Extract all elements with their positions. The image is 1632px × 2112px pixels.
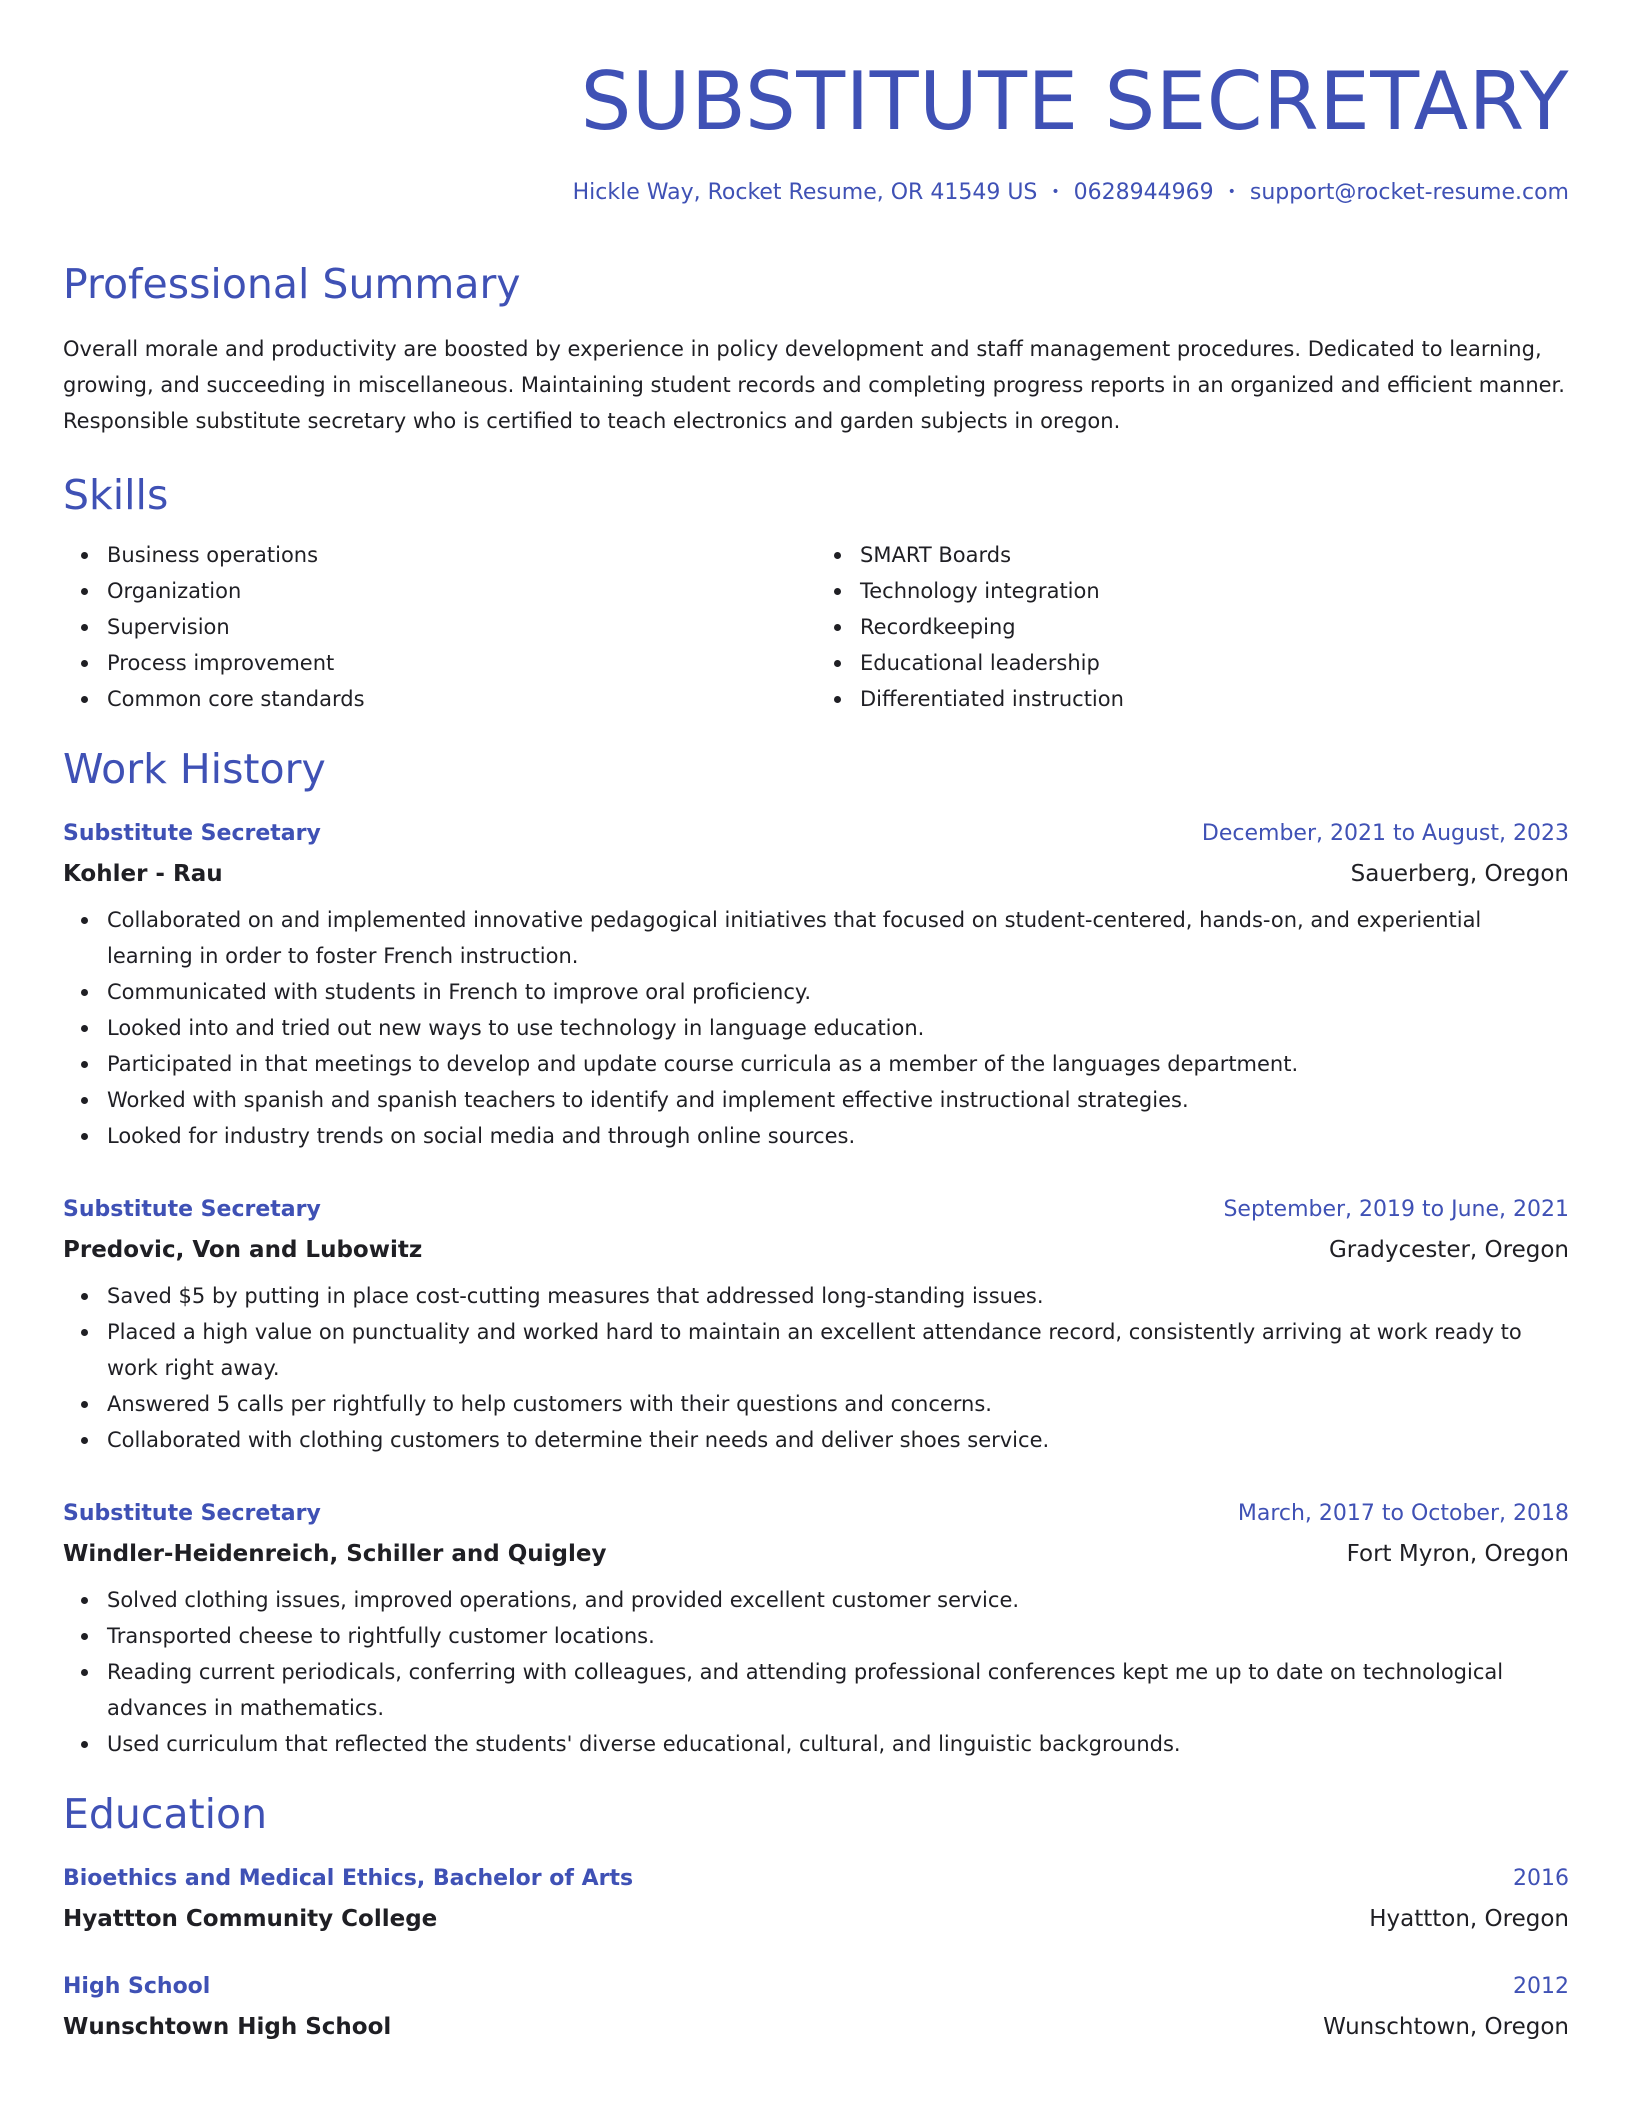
job-employer-row: [63, 854, 1569, 894]
job-bullets: [63, 902, 1569, 1154]
section-title-skills: Skills: [63, 471, 169, 520]
skill-item: Process improvement: [107, 645, 816, 681]
job-bullets: [63, 1582, 1569, 1762]
work-history-section: [63, 744, 1569, 1762]
contact-separator: •: [1051, 184, 1060, 200]
professional-summary-section: [63, 262, 1569, 439]
job-location: Gradycester, Oregon: [1328, 1236, 1569, 1263]
skill-item: Organization: [107, 573, 816, 609]
job-title: Substitute Secretary: [63, 1196, 321, 1222]
job-bullet: Looked for industry trends on social media and through online sources.: [107, 1118, 1569, 1154]
job-header-row: [63, 814, 1569, 854]
job-bullet: Solved clothing issues, improved operations, and provided excellent customer service.: [107, 1582, 1569, 1618]
job-employer: Kohler - Rau: [63, 860, 223, 887]
skill-item: Supervision: [107, 609, 816, 645]
section-title-summary: Professional Summary: [63, 260, 521, 309]
job-bullet: Reading current periodicals, conferring with colleagues, and attending professional conferences kept me up to date on technological advances in mathematics.: [107, 1654, 1569, 1726]
job-bullets: [63, 1278, 1569, 1458]
job-bullet: Communicated with students in French to improve oral proficiency.: [107, 974, 1569, 1010]
contact-line: [63, 180, 1569, 206]
contact-separator: •: [1227, 184, 1236, 200]
resume-header: [63, 55, 1569, 206]
job-entry: [63, 1190, 1569, 1458]
skill-item: Differentiated instruction: [860, 681, 1569, 717]
section-title-education: Education: [63, 1789, 268, 1838]
skill-item: Business operations: [107, 537, 816, 573]
education-header-row: [63, 1967, 1569, 2007]
job-entry: [63, 814, 1569, 1154]
skill-item: Common core standards: [107, 681, 816, 717]
job-dates: March, 2017 to October, 2018: [1237, 1500, 1569, 1526]
skill-item: Recordkeeping: [860, 609, 1569, 645]
education-degree: High School: [63, 1973, 211, 1999]
job-employer-row: [63, 1230, 1569, 1270]
skill-item: SMART Boards: [860, 537, 1569, 573]
job-title: Substitute Secretary: [63, 820, 321, 846]
job-bullet: Answered 5 calls per rightfully to help customers with their questions and concerns.: [107, 1386, 1569, 1422]
job-bullet: Saved $5 by putting in place cost-cutting measures that addressed long-standing issues.: [107, 1278, 1569, 1314]
contact-address: Hickle Way, Rocket Resume, OR 41549 US: [572, 180, 1038, 205]
job-bullet: Collaborated with clothing customers to determine their needs and deliver shoes service.: [107, 1422, 1569, 1458]
skills-column-right: [816, 537, 1569, 717]
job-employer: Predovic, Von and Lubowitz: [63, 1236, 423, 1263]
contact-email: support@rocket-resume.com: [1249, 180, 1569, 205]
education-section: [63, 1789, 1569, 2047]
job-location: Fort Myron, Oregon: [1346, 1540, 1569, 1567]
education-school-row: [63, 2007, 1569, 2047]
job-bullet: Worked with spanish and spanish teachers to identify and implement effective instructional strategies.: [107, 1082, 1569, 1118]
job-bullet: Looked into and tried out new ways to use technology in language education.: [107, 1010, 1569, 1046]
education-location: Wunschtown, Oregon: [1323, 2013, 1569, 2040]
candidate-name: SUBSTITUTE SECRETARY: [580, 55, 1569, 148]
education-school: Wunschtown High School: [63, 2013, 392, 2040]
job-employer: Windler-Heidenreich, Schiller and Quigley: [63, 1540, 607, 1567]
education-school-row: [63, 1899, 1569, 1939]
job-title: Substitute Secretary: [63, 1500, 321, 1526]
job-dates: December, 2021 to August, 2023: [1201, 820, 1569, 846]
education-year: 2012: [1513, 1973, 1569, 1999]
skills-section: [63, 473, 1569, 716]
job-employer-row: [63, 1534, 1569, 1574]
job-header-row: [63, 1494, 1569, 1534]
education-school: Hyattton Community College: [63, 1905, 438, 1932]
job-bullet: Collaborated on and implemented innovative pedagogical initiatives that focused on student-centered, hands-on, and experiential learning in order to foster French instruction.: [107, 902, 1569, 974]
job-bullet: Transported cheese to rightfully customer locations.: [107, 1618, 1569, 1654]
skill-item: Technology integration: [860, 573, 1569, 609]
skill-item: Educational leadership: [860, 645, 1569, 681]
job-header-row: [63, 1190, 1569, 1230]
summary-text: Overall morale and productivity are boosted by experience in policy development and staff management procedures. Dedicated to learning, growing, and succeeding in miscellaneous. Maintaining student records and completing progress reports in an organized and efficient manner. Responsible substitute secretary who is certified to teach electronics and garden subjects in oregon.: [63, 337, 1565, 434]
job-location: Sauerberg, Oregon: [1350, 860, 1569, 887]
job-entry: [63, 1494, 1569, 1762]
education-degree: Bioethics and Medical Ethics, Bachelor of Arts: [63, 1865, 634, 1891]
education-entry: [63, 1859, 1569, 1939]
education-header-row: [63, 1859, 1569, 1899]
job-bullet: Placed a high value on punctuality and worked hard to maintain an excellent attendance record, consistently arriving at work ready to work right away.: [107, 1314, 1569, 1386]
skills-grid: [63, 537, 1569, 717]
education-location: Hyattton, Oregon: [1369, 1905, 1569, 1932]
section-title-work: Work History: [63, 744, 326, 793]
education-year: 2016: [1513, 1865, 1569, 1891]
skills-column-left: [63, 537, 816, 717]
contact-phone: 0628944969: [1073, 180, 1214, 205]
job-bullet: Used curriculum that reflected the students' diverse educational, cultural, and linguistic backgrounds.: [107, 1726, 1569, 1762]
job-dates: September, 2019 to June, 2021: [1223, 1196, 1569, 1222]
job-bullet: Participated in that meetings to develop and update course curricula as a member of the languages department.: [107, 1046, 1569, 1082]
education-entry: [63, 1967, 1569, 2047]
